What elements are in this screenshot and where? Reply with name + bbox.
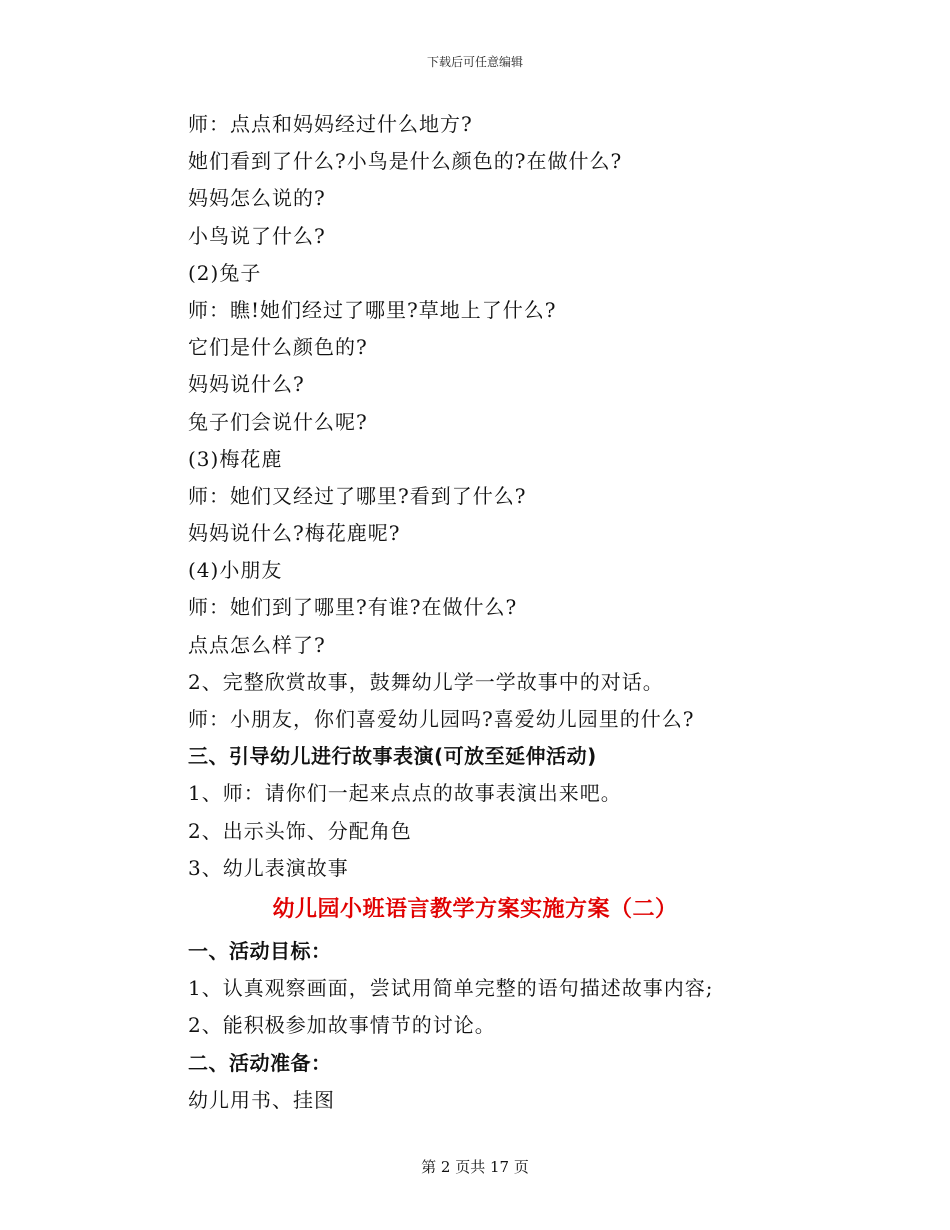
text-line: 3、幼儿表演故事 (188, 855, 349, 880)
text-line: 兔子们会说什么呢? (188, 409, 368, 434)
page-header: 下载后可任意编辑 (426, 55, 523, 69)
text-line: 师：她们又经过了哪里?看到了什么? (188, 483, 527, 508)
text-line: 师：瞧!她们经过了哪里?草地上了什么? (188, 297, 557, 322)
text-line: 师：小朋友，你们喜爱幼儿园吗?喜爱幼儿园里的什么? (188, 707, 695, 731)
page-footer: 第 2 页共 17 页 (421, 1158, 529, 1176)
text-line: 点点怎么样了? (188, 632, 326, 657)
text-line: 2、出示头饰、分配角色 (188, 818, 412, 843)
text-line: 2、完整欣赏故事，鼓舞幼儿学一学故事中的对话。 (188, 669, 664, 694)
text-line: 它们是什么颜色的? (188, 335, 368, 360)
text-line: 1、认真观察画面，尝试用简单完整的语句描述故事内容; (188, 976, 714, 1001)
text-line: (2)兔子 (188, 260, 262, 285)
text-line: 1、师：请你们一起来点点的故事表演出来吧。 (188, 781, 622, 806)
text-line: 妈妈怎么说的? (188, 186, 326, 211)
section-heading: 一、活动目标： (188, 938, 332, 963)
text-line: 2、能积极参加故事情节的讨论。 (188, 1013, 496, 1038)
text-line: 妈妈说什么?梅花鹿呢? (188, 521, 401, 546)
section-heading: 三、引导幼儿进行故事表演(可放至延伸活动) (188, 744, 597, 769)
document-body (188, 106, 908, 1119)
text-line: 幼儿用书、挂图 (188, 1087, 335, 1112)
section-title: 幼儿园小班语言教学方案实施方案（二） (272, 896, 678, 922)
text-line: 她们看到了什么?小鸟是什么颜色的?在做什么? (188, 149, 623, 174)
section-heading: 二、活动准备： (188, 1050, 332, 1075)
text-line: 师：点点和妈妈经过什么地方? (188, 112, 473, 136)
text-line: 小鸟说了什么? (188, 223, 326, 248)
text-line: (3)梅花鹿 (188, 446, 283, 471)
text-line: 师：她们到了哪里?有谁?在做什么? (188, 595, 518, 620)
text-line: (4)小朋友 (188, 558, 283, 583)
text-line: 妈妈说什么? (188, 372, 305, 397)
